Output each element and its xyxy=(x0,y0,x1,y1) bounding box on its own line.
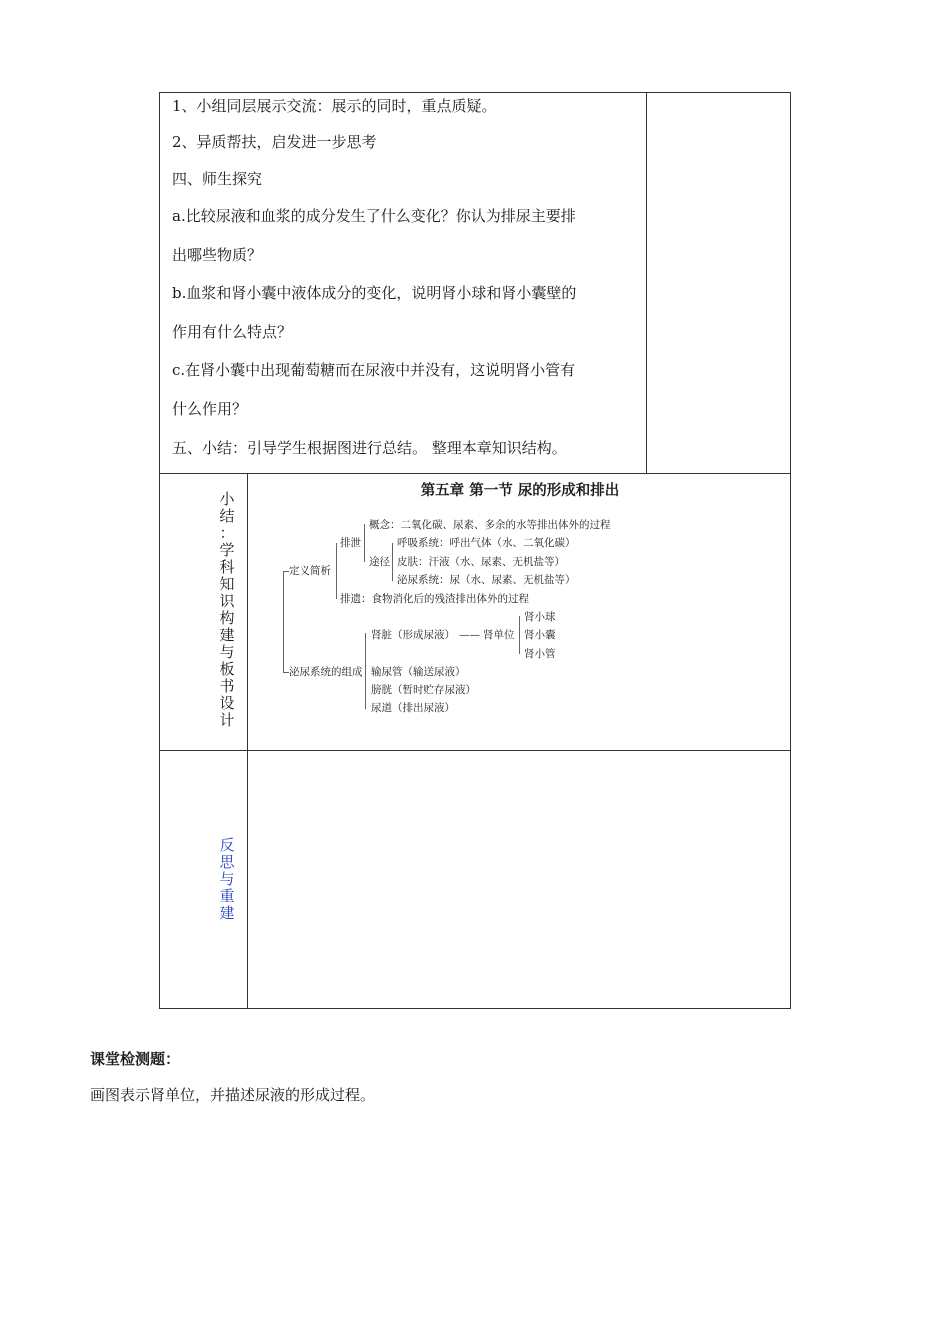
tree-node-egestion: 排遗：食物消化后的残渣排出体外的过程 xyxy=(340,593,529,605)
activity-line-2: 2、异质帮扶，启发进一步思考 xyxy=(172,133,377,151)
activity-line-4: a.比较尿液和血浆的成分发生了什么变化？你认为排尿主要排 xyxy=(172,207,576,225)
tree-node-respiratory: 呼吸系统：呼出气体（水、二氧化碳） xyxy=(397,537,576,549)
activity-line-10: 五、小结：引导学生根据图进行总结。 整理本章知识结构。 xyxy=(172,439,567,457)
summary-label-char: 知 xyxy=(219,575,235,593)
activity-line-8: c.在肾小囊中出现葡萄糖而在尿液中并没有，这说明肾小管有 xyxy=(172,361,576,379)
tree-node-tubule: 肾小管 xyxy=(524,648,556,660)
tree-node-pathway: 途径 xyxy=(369,556,390,568)
activity-line-6: b.血浆和肾小囊中液体成分的变化，说明肾小球和肾小囊壁的 xyxy=(172,284,577,302)
tree-bracket-root xyxy=(283,571,284,673)
activity-line-9: 什么作用？ xyxy=(172,400,248,418)
classroom-test-heading: 课堂检测题： xyxy=(90,1050,181,1068)
summary-label-char: 建 xyxy=(219,626,235,644)
tree-node-skin: 皮肤：汗液（水、尿素、无机盐等） xyxy=(397,556,565,568)
activity-line-1: 1、小组同层展示交流：展示的同时，重点质疑。 xyxy=(172,97,497,115)
reflection-content-area[interactable] xyxy=(248,751,790,1008)
tree-node-dash: —— xyxy=(459,629,480,641)
classroom-test-task: 画图表示肾单位，并描述尿液的形成过程。 xyxy=(90,1086,376,1104)
reflection-label-char: 与 xyxy=(219,870,235,888)
tree-node-excretion: 排泄 xyxy=(340,537,361,549)
reflection-label-char: 思 xyxy=(219,853,235,871)
tree-node-bladder: 膀胱（暂时贮存尿液） xyxy=(371,684,476,696)
summary-label-char: 学 xyxy=(219,541,235,559)
tree-node-urinary-pathway: 泌尿系统：尿（水、尿素、无机盐等） xyxy=(397,574,576,586)
row-divider-1 xyxy=(159,473,791,474)
activity-line-7: 作用有什么特点？ xyxy=(172,323,293,341)
activity-line-3: 四、师生探究 xyxy=(172,170,263,188)
reflection-label xyxy=(217,837,237,922)
summary-label-char: 科 xyxy=(219,558,235,576)
summary-label-char: ： xyxy=(219,524,235,542)
tree-node-urinary-system: 泌尿系统的组成 xyxy=(289,666,363,678)
summary-label-char: 小 xyxy=(219,490,235,508)
tree-bracket-pathway xyxy=(392,543,393,581)
table-border-top xyxy=(159,92,791,93)
notes-column-divider xyxy=(646,92,647,473)
tree-node-ureter: 输尿管（输送尿液） xyxy=(371,666,466,678)
tree-node-kidney: 肾脏（形成尿液） xyxy=(371,629,455,641)
summary-label-char: 书 xyxy=(219,677,235,695)
tree-node-nephron: 肾单位 xyxy=(483,629,515,641)
tree-bracket-nephron xyxy=(519,616,520,654)
table-border-right xyxy=(790,92,791,1009)
reflection-label-char: 建 xyxy=(219,904,235,922)
tree-node-capsule: 肾小囊 xyxy=(524,629,556,641)
reflection-label-char: 重 xyxy=(219,887,235,905)
tree-node-glomerulus: 肾小球 xyxy=(524,611,556,623)
reflection-label-char: 反 xyxy=(219,836,235,854)
summary-label-char: 识 xyxy=(219,592,235,610)
tree-bracket-excretion xyxy=(364,524,365,562)
activity-line-5: 出哪些物质？ xyxy=(172,246,263,264)
summary-label-char: 板 xyxy=(219,660,235,678)
summary-label-char: 构 xyxy=(219,609,235,627)
summary-label-char: 结 xyxy=(219,507,235,525)
tree-node-concept: 概念：二氧化碳、尿素、多余的水等排出体外的过程 xyxy=(369,519,611,531)
tree-bracket-definition xyxy=(336,543,337,599)
table-border-left xyxy=(159,92,160,1009)
summary-label-char: 计 xyxy=(219,711,235,729)
tree-bracket-urinary xyxy=(365,633,366,709)
summary-label-char: 与 xyxy=(219,643,235,661)
board-title: 第五章 第一节 尿的形成和排出 xyxy=(420,483,620,499)
tree-node-urethra: 尿道（排出尿液） xyxy=(371,702,455,714)
tree-node-definition: 定义简析 xyxy=(289,565,331,577)
summary-label-char: 设 xyxy=(219,694,235,712)
table-border-bottom xyxy=(159,1008,791,1009)
summary-label xyxy=(217,491,237,729)
